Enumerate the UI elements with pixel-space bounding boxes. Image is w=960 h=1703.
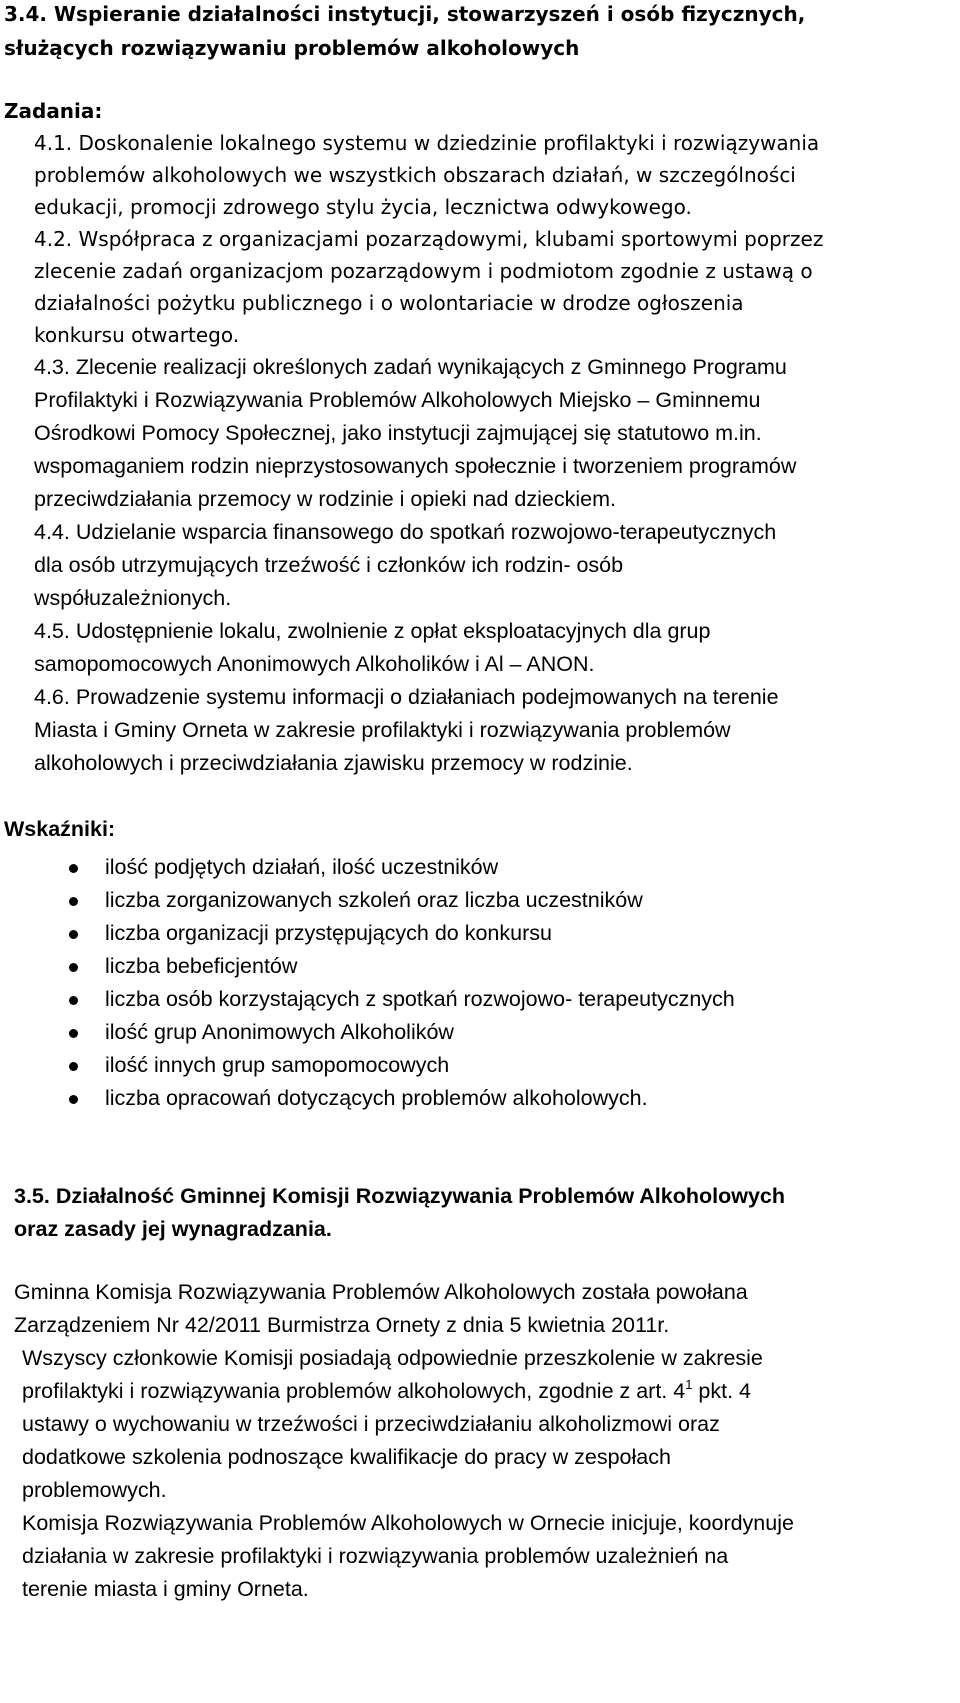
task-4-3-line-2: Profilaktyki i Rozwiązywania Problemów Alkoholowych Miejsko – Gminnemu	[34, 388, 761, 412]
task-4-1-line-2: problemów alkoholowych we wszystkich obszarach działań, w szczególności	[34, 163, 796, 187]
paragraph-3-line-3: terenie miasta i gminy Orneta.	[22, 1577, 309, 1601]
bullet-icon	[69, 996, 78, 1005]
bullet-icon	[69, 1029, 78, 1038]
task-4-4-line-3: współuzależnionych.	[34, 586, 232, 610]
bullet-icon	[69, 1062, 78, 1071]
task-4-6-line-1: 4.6. Prowadzenie systemu informacji o działaniach podejmowanych na terenie	[34, 685, 779, 709]
bullet-icon	[69, 897, 78, 906]
indicator-item: liczba osób korzystających z spotkań rozwojowo- terapeutycznych	[105, 987, 735, 1011]
task-4-2-line-2: zlecenie zadań organizacjom pozarządowym i podmiotom zgodnie z ustawą o	[34, 259, 813, 283]
tasks-label: Zadania:	[4, 99, 103, 123]
paragraph-2-line-5: problemowych.	[22, 1478, 167, 1502]
task-4-3-line-3: Ośrodkowi Pomocy Społecznej, jako instytucji zajmującej się statutowo m.in.	[34, 421, 762, 445]
task-4-6-line-2: Miasta i Gminy Orneta w zakresie profilaktyki i rozwiązywania problemów	[34, 718, 731, 742]
section-heading-3-4-line-1: 3.4. Wspieranie działalności instytucji, stowarzyszeń i osób fizycznych,	[4, 2, 806, 26]
indicator-item: ilość grup Anonimowych Alkoholików	[105, 1020, 454, 1044]
paragraph-2-line-1: Wszyscy członkowie Komisji posiadają odpowiednie przeszkolenie w zakresie	[22, 1346, 763, 1370]
task-4-4-line-2: dla osób utrzymujących trzeźwość i członków ich rodzin- osób	[34, 553, 624, 577]
indicator-item: liczba zorganizowanych szkoleń oraz liczba uczestników	[105, 888, 643, 912]
task-4-3-line-5: przeciwdziałania przemocy w rodzinie i opieki nad dzieckiem.	[34, 487, 616, 511]
indicators-label: Wskaźniki:	[4, 817, 116, 841]
bullet-icon	[69, 930, 78, 939]
bullet-icon	[69, 963, 78, 972]
section-heading-3-5-line-2: oraz zasady jej wynagradzania.	[14, 1217, 332, 1241]
paragraph-3-line-1: Komisja Rozwiązywania Problemów Alkoholowych w Ornecie inicjuje, koordynuje	[22, 1511, 794, 1535]
paragraph-2-line-4: dodatkowe szkolenia podnoszące kwalifikacje do pracy w zespołach	[22, 1445, 671, 1469]
task-4-2-line-3: działalności pożytku publicznego i o wolontariacie w drodze ogłoszenia	[34, 291, 744, 315]
paragraph-2-line-2	[22, 1377, 752, 1403]
bullet-icon	[69, 864, 78, 873]
paragraph-1-line-2: Zarządzeniem Nr 42/2011 Burmistrza Ornety z dnia 5 kwietnia 2011r.	[14, 1313, 670, 1337]
section-heading-3-4-line-2: służących rozwiązywaniu problemów alkoholowych	[4, 36, 580, 60]
task-4-2-line-1: 4.2. Współpraca z organizacjami pozarządowymi, klubami sportowymi poprzez	[34, 227, 824, 251]
bullet-icon	[69, 1095, 78, 1104]
task-4-1-line-1: 4.1. Doskonalenie lokalnego systemu w dziedzinie profilaktyki i rozwiązywania	[34, 131, 820, 155]
task-4-2-line-4: konkursu otwartego.	[34, 323, 240, 347]
task-4-5-line-1: 4.5. Udostępnienie lokalu, zwolnienie z opłat eksploatacyjnych dla grup	[34, 619, 711, 643]
paragraph-2-line-2-text: profilaktyki i rozwiązywania problemów alkoholowych, zgodnie z art. 4	[22, 1379, 686, 1403]
section-heading-3-5-line-1: 3.5. Działalność Gminnej Komisji Rozwiązywania Problemów Alkoholowych	[14, 1184, 785, 1208]
indicator-item: liczba bebeficjentów	[105, 954, 298, 978]
superscript-1: 1	[685, 1377, 693, 1392]
paragraph-3-line-2: działania w zakresie profilaktyki i rozwiązywania problemów uzależnień na	[22, 1544, 729, 1568]
indicator-item: ilość innych grup samopomocowych	[105, 1053, 450, 1077]
task-4-1-line-3: edukacji, promocji zdrowego stylu życia, lecznictwa odwykowego.	[34, 195, 692, 219]
indicator-item: liczba opracowań dotyczących problemów alkoholowych.	[105, 1086, 648, 1110]
task-4-5-line-2: samopomocowych Anonimowych Alkoholików i Al – ANON.	[34, 652, 595, 676]
indicator-item: ilość podjętych działań, ilość uczestników	[105, 855, 499, 879]
paragraph-2-line-3: ustawy o wychowaniu w trzeźwości i przeciwdziałaniu alkoholizmowi oraz	[22, 1412, 720, 1436]
task-4-6-line-3: alkoholowych i przeciwdziałania zjawisku przemocy w rodzinie.	[34, 751, 633, 775]
indicator-item: liczba organizacji przystępujących do konkursu	[105, 921, 552, 945]
task-4-3-line-1: 4.3. Zlecenie realizacji określonych zadań wynikających z Gminnego Programu	[34, 355, 787, 379]
paragraph-2-line-2-tail: pkt. 4	[692, 1379, 752, 1403]
paragraph-1-line-1: Gminna Komisja Rozwiązywania Problemów Alkoholowych została powołana	[14, 1280, 748, 1304]
task-4-3-line-4: wspomaganiem rodzin nieprzystosowanych społecznie i tworzeniem programów	[34, 454, 797, 478]
task-4-4-line-1: 4.4. Udzielanie wsparcia finansowego do spotkań rozwojowo-terapeutycznych	[34, 520, 777, 544]
